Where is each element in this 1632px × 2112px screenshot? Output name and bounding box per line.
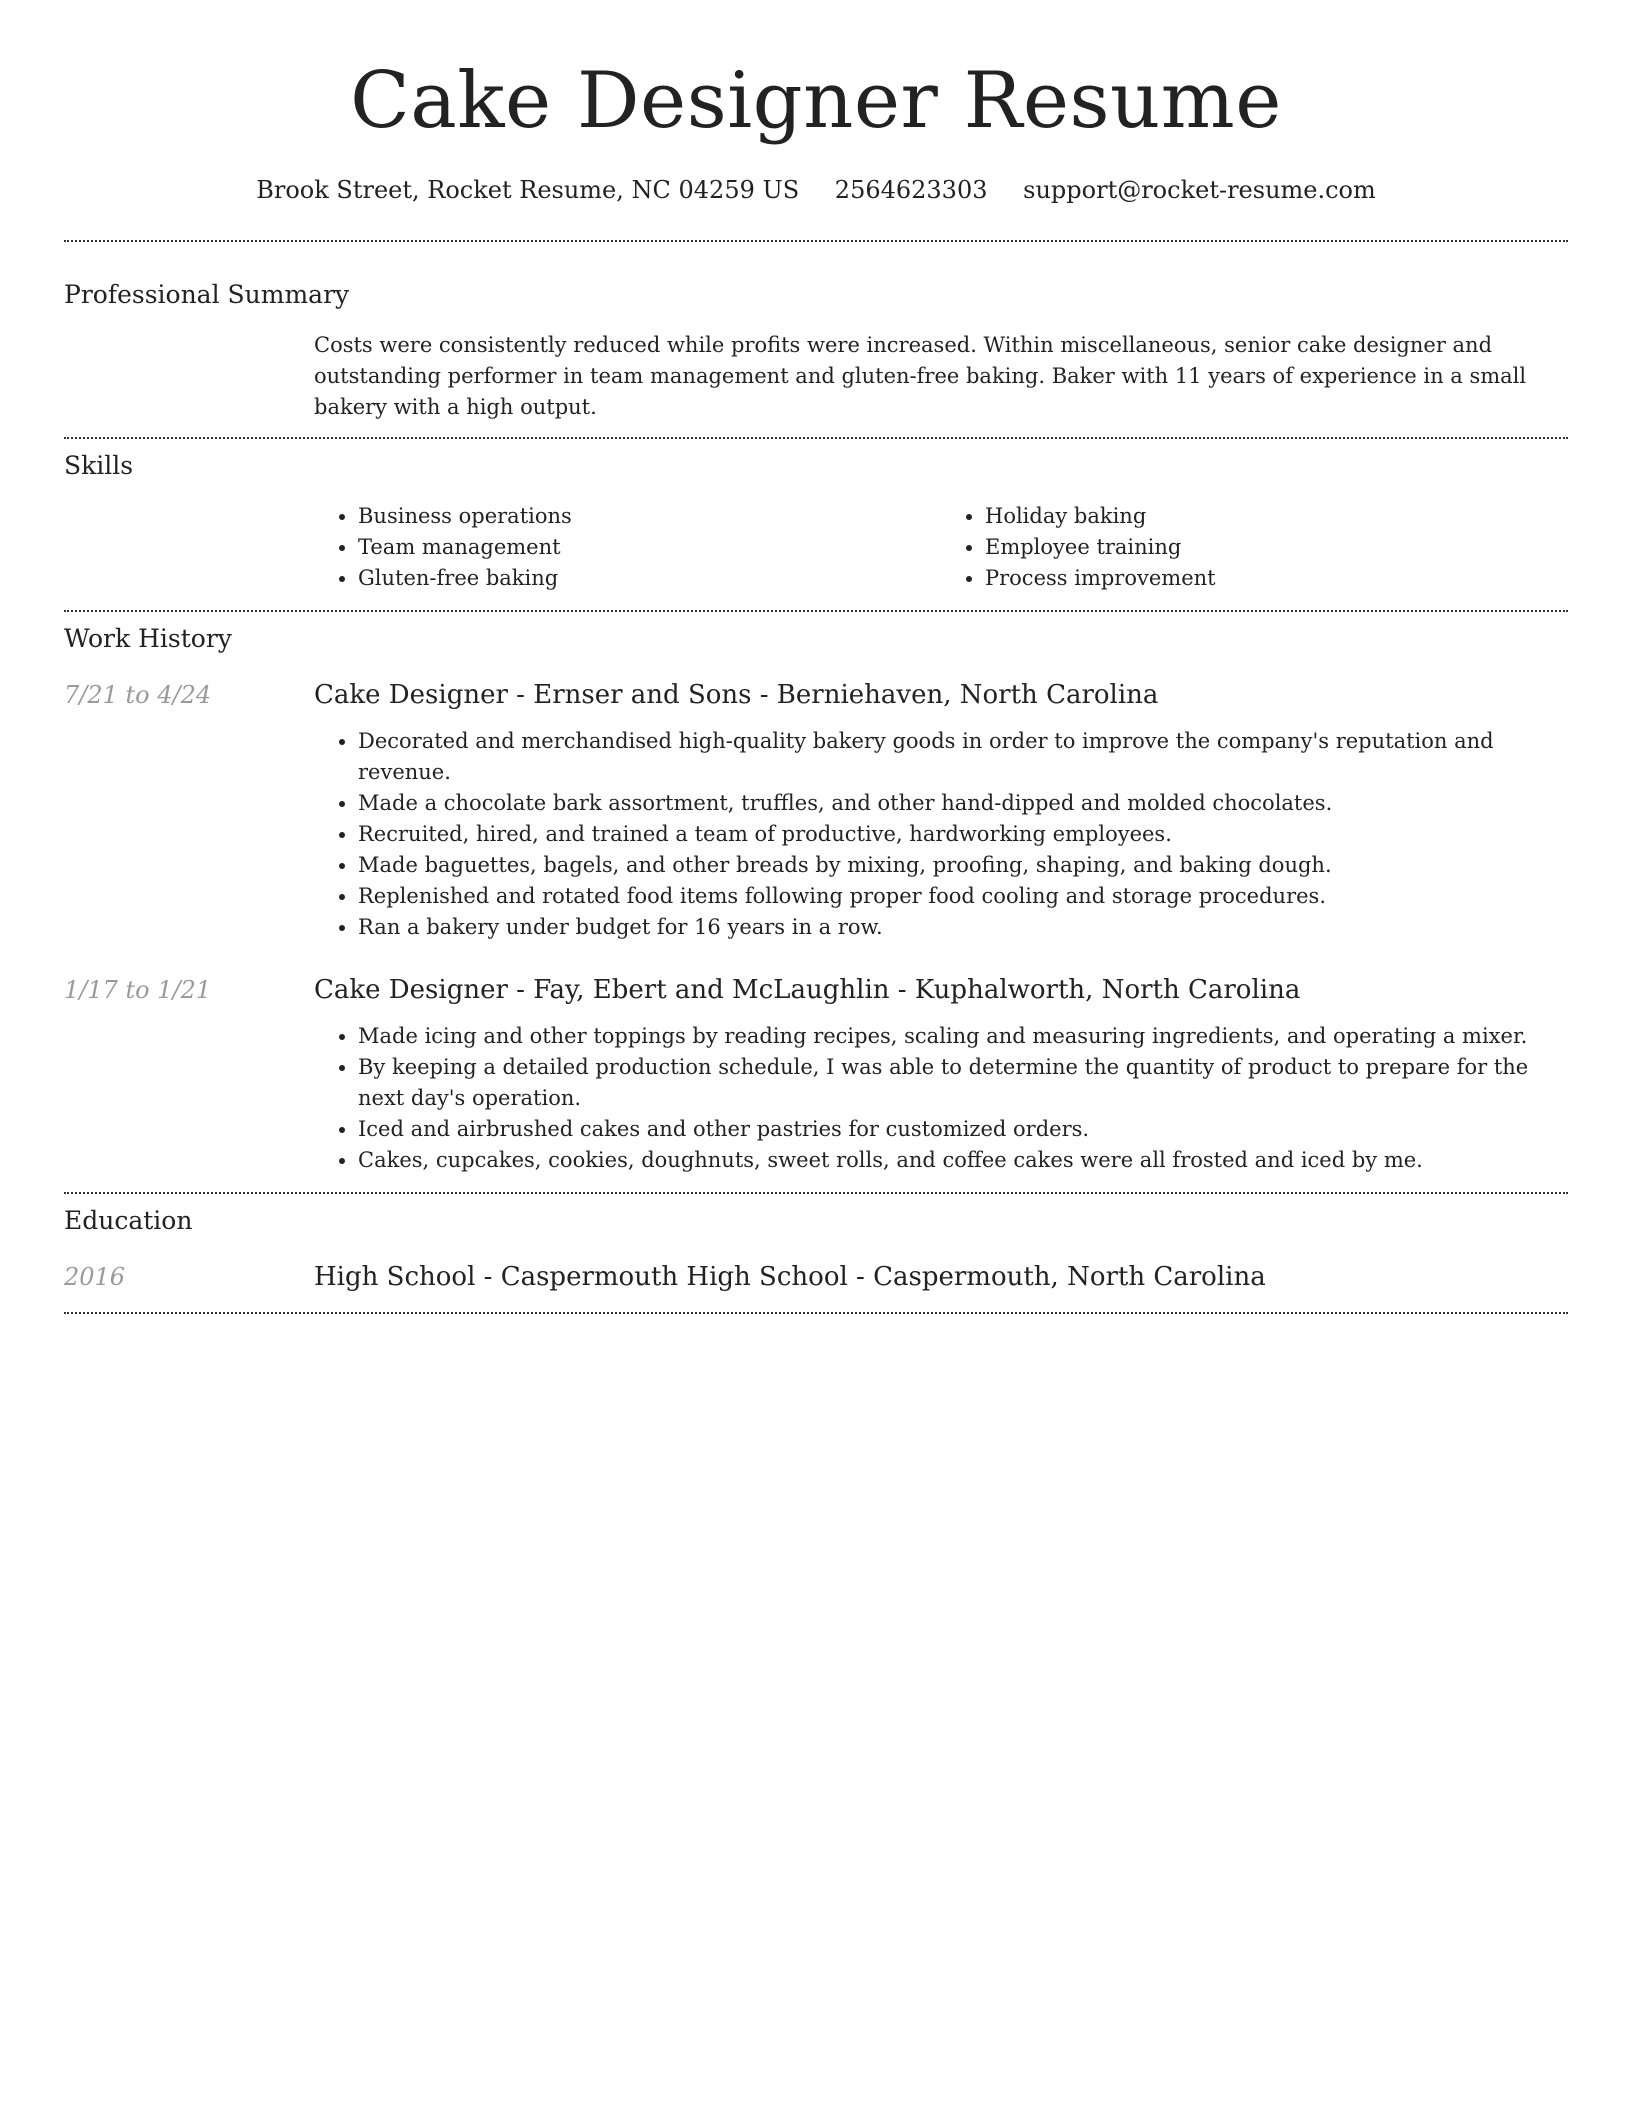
- job-bullet: • Made a chocolate bark assortment, truffles, and other hand-dipped and molded chocolates.: [358, 788, 1568, 819]
- skills-section: [64, 439, 1568, 594]
- skills-list-left: [314, 501, 941, 594]
- summary-body: [314, 330, 1568, 423]
- job-bullet: • Made icing and other toppings by reading recipes, scaling and measuring ingredients, and operating a mixer.: [358, 1021, 1568, 1052]
- skill-item: • Process improvement: [985, 563, 1568, 594]
- job-title: Cake Designer - Fay, Ebert and McLaughlin - Kuphalworth, North Carolina: [314, 975, 1301, 1005]
- work-section: [64, 612, 1568, 1176]
- summary-left-spacer: [64, 330, 314, 423]
- job-bullets: [314, 1021, 1568, 1176]
- contact-email: support@rocket-resume.com: [1023, 176, 1376, 204]
- job-left-spacer: [64, 1021, 314, 1176]
- job-bullet: • Made baguettes, bagels, and other breads by mixing, proofing, shaping, and baking dough.: [358, 850, 1568, 881]
- summary-heading: Professional Summary: [64, 280, 350, 309]
- education-entry: High School - Caspermouth High School - Caspermouth, North Carolina: [314, 1262, 1266, 1292]
- education-section: [64, 1194, 1568, 1294]
- contact-line: [64, 174, 1568, 206]
- work-heading: Work History: [64, 624, 232, 653]
- job-bullet: • Iced and airbrushed cakes and other pastries for customized orders.: [358, 1114, 1568, 1145]
- job-bullet: • Decorated and merchandised high-quality bakery goods in order to improve the company's reputation and revenue.: [358, 726, 1568, 788]
- contact-phone: 2564623303: [834, 176, 988, 204]
- job-bullets-wrap: [314, 726, 1568, 943]
- skill-item: • Holiday baking: [985, 501, 1568, 532]
- skills-lists: [314, 501, 1568, 594]
- job-dates: 7/21 to 4/24: [64, 681, 212, 709]
- skill-item: • Business operations: [358, 501, 941, 532]
- skill-item: • Team management: [358, 532, 941, 563]
- summary-text: Costs were consistently reduced while profits were increased. Within miscellaneous, senior cake designer and outstanding performer in team management and gluten-free baking. Baker with 11 years of experience in a small bakery with a high output.: [314, 333, 1527, 419]
- skills-row: [64, 501, 1568, 594]
- education-year: 2016: [64, 1263, 126, 1291]
- skills-heading: Skills: [64, 451, 134, 480]
- job-dates: 1/17 to 1/21: [64, 976, 212, 1004]
- job-header: [64, 973, 1568, 1007]
- education-heading: Education: [64, 1206, 193, 1235]
- job-bullet: • By keeping a detailed production schedule, I was able to determine the quantity of product to prepare for the next day's operation.: [358, 1052, 1568, 1114]
- job-bullets-wrap: [314, 1021, 1568, 1176]
- job-bullet: • Replenished and rotated food items following proper food cooling and storage procedures.: [358, 881, 1568, 912]
- job-left-spacer: [64, 726, 314, 943]
- skill-item: • Employee training: [985, 532, 1568, 563]
- job-bullet: • Recruited, hired, and trained a team of productive, hardworking employees.: [358, 819, 1568, 850]
- skills-list-right: [941, 501, 1568, 594]
- job-bullet: • Cakes, cupcakes, cookies, doughnuts, sweet rolls, and coffee cakes were all frosted and iced by me.: [358, 1145, 1568, 1176]
- education-row: [64, 1260, 1568, 1294]
- job-bullet: • Ran a bakery under budget for 16 years in a row.: [358, 912, 1568, 943]
- contact-address: Brook Street, Rocket Resume, NC 04259 US: [256, 176, 800, 204]
- job-entry: [64, 678, 1568, 943]
- skill-item: • Gluten-free baking: [358, 563, 941, 594]
- job-bullets: [314, 726, 1568, 943]
- summary-row: [64, 330, 1568, 423]
- summary-section: [64, 242, 1568, 423]
- job-bullets-row: [64, 726, 1568, 943]
- job-bullets-row: [64, 1021, 1568, 1176]
- job-header: [64, 678, 1568, 712]
- job-title: Cake Designer - Ernser and Sons - Berniehaven, North Carolina: [314, 680, 1159, 710]
- job-entry: [64, 973, 1568, 1176]
- skills-left-spacer: [64, 501, 314, 594]
- resume-title: Cake Designer Resume: [350, 56, 1282, 146]
- divider: [64, 1312, 1568, 1314]
